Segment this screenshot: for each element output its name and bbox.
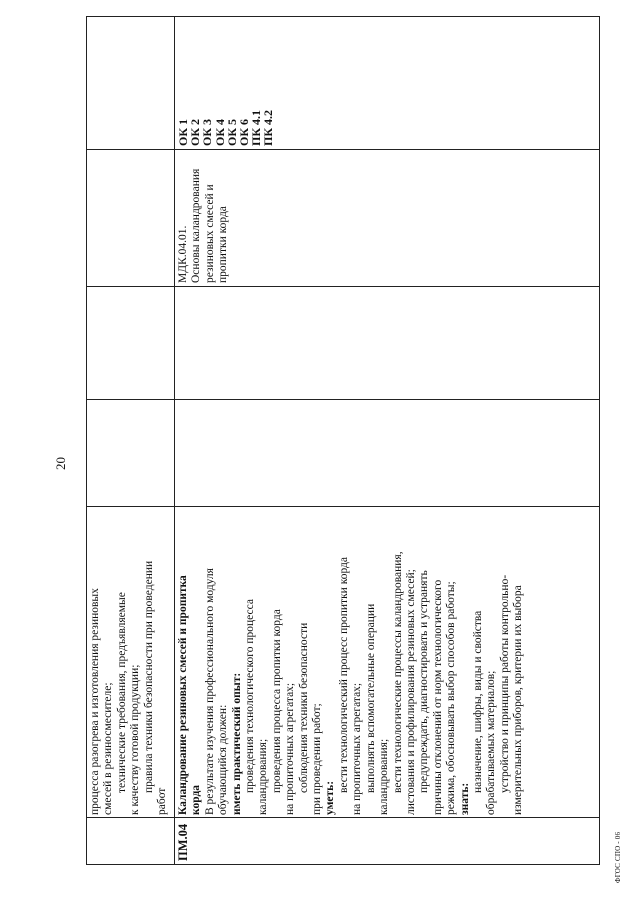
module-title: Каландрование резиновых смесей и пропитка bbox=[177, 575, 189, 815]
competency-code: ОК 2 bbox=[188, 118, 203, 146]
cell-code-empty bbox=[87, 818, 175, 865]
cell-hours-class-pm04 bbox=[175, 287, 600, 400]
competency-code: ОК 1 bbox=[176, 118, 190, 146]
cell-mdk-pm04: МДК.04.01. Основы каландрования резиновых смесей и пропитки корда bbox=[175, 150, 600, 287]
cell-description-pm04: Каландрование резиновых смесей и пропитка корда В результате изучения профессионального модуля обучающийся должен: иметь практический опыт: проведения технологического процесса каландрования; проведения процесса пропитки корда на пропиточных агрегатах; соблюдения техники безопасности при проведении работ; уметь: вести технологический процесс пропитки корда на пропиточных агрегатах; выполнять вспомогательные операции каландрования; вести технологические процессы каландрования, листования и профилирования резиновых смесей; предупреждать, диагностировать и устранять причины отклонений от норм технологического режима, обосновывать выбор способов работы; знать: назначение, шифры, виды и свойства обрабатываемых материалов; устройство и принципы работы контрольно- измерительных приборов, критерии их выбора bbox=[175, 507, 600, 818]
cell-code-pm04: ПМ.04 bbox=[175, 818, 600, 865]
cell-description-continued: процесса разогрева и изготовления резиновых смесей в резиносмесителе; технические требования, предъявляемые к качеству готовой продукции; правила техники безопасности при проведении работ bbox=[87, 507, 175, 818]
cell-competencies-pm04 bbox=[175, 17, 600, 150]
cell-hours-class-empty bbox=[87, 287, 175, 400]
page-number: 20 bbox=[53, 457, 68, 470]
cell-competencies-empty bbox=[87, 17, 175, 150]
competency-code: ОК 3 bbox=[200, 118, 215, 146]
competency-code: ОК 6 bbox=[237, 118, 252, 146]
curriculum-table bbox=[86, 16, 600, 865]
competency-code: ОК 5 bbox=[224, 118, 239, 146]
cell-hours-max-pm04 bbox=[175, 400, 600, 507]
cell-hours-max-empty bbox=[87, 400, 175, 507]
table-row-continued bbox=[87, 17, 175, 865]
cell-mdk-empty bbox=[87, 150, 175, 287]
competency-code: ОК 4 bbox=[212, 118, 227, 146]
footer-code: ФГОС СПО - 06 bbox=[614, 831, 622, 883]
mdk-code: МДК.04.01. bbox=[177, 225, 189, 283]
table-row-pm04 bbox=[175, 17, 600, 865]
competency-code: ПК 4.2 bbox=[261, 109, 276, 146]
competency-code: ПК 4.1 bbox=[249, 109, 264, 146]
